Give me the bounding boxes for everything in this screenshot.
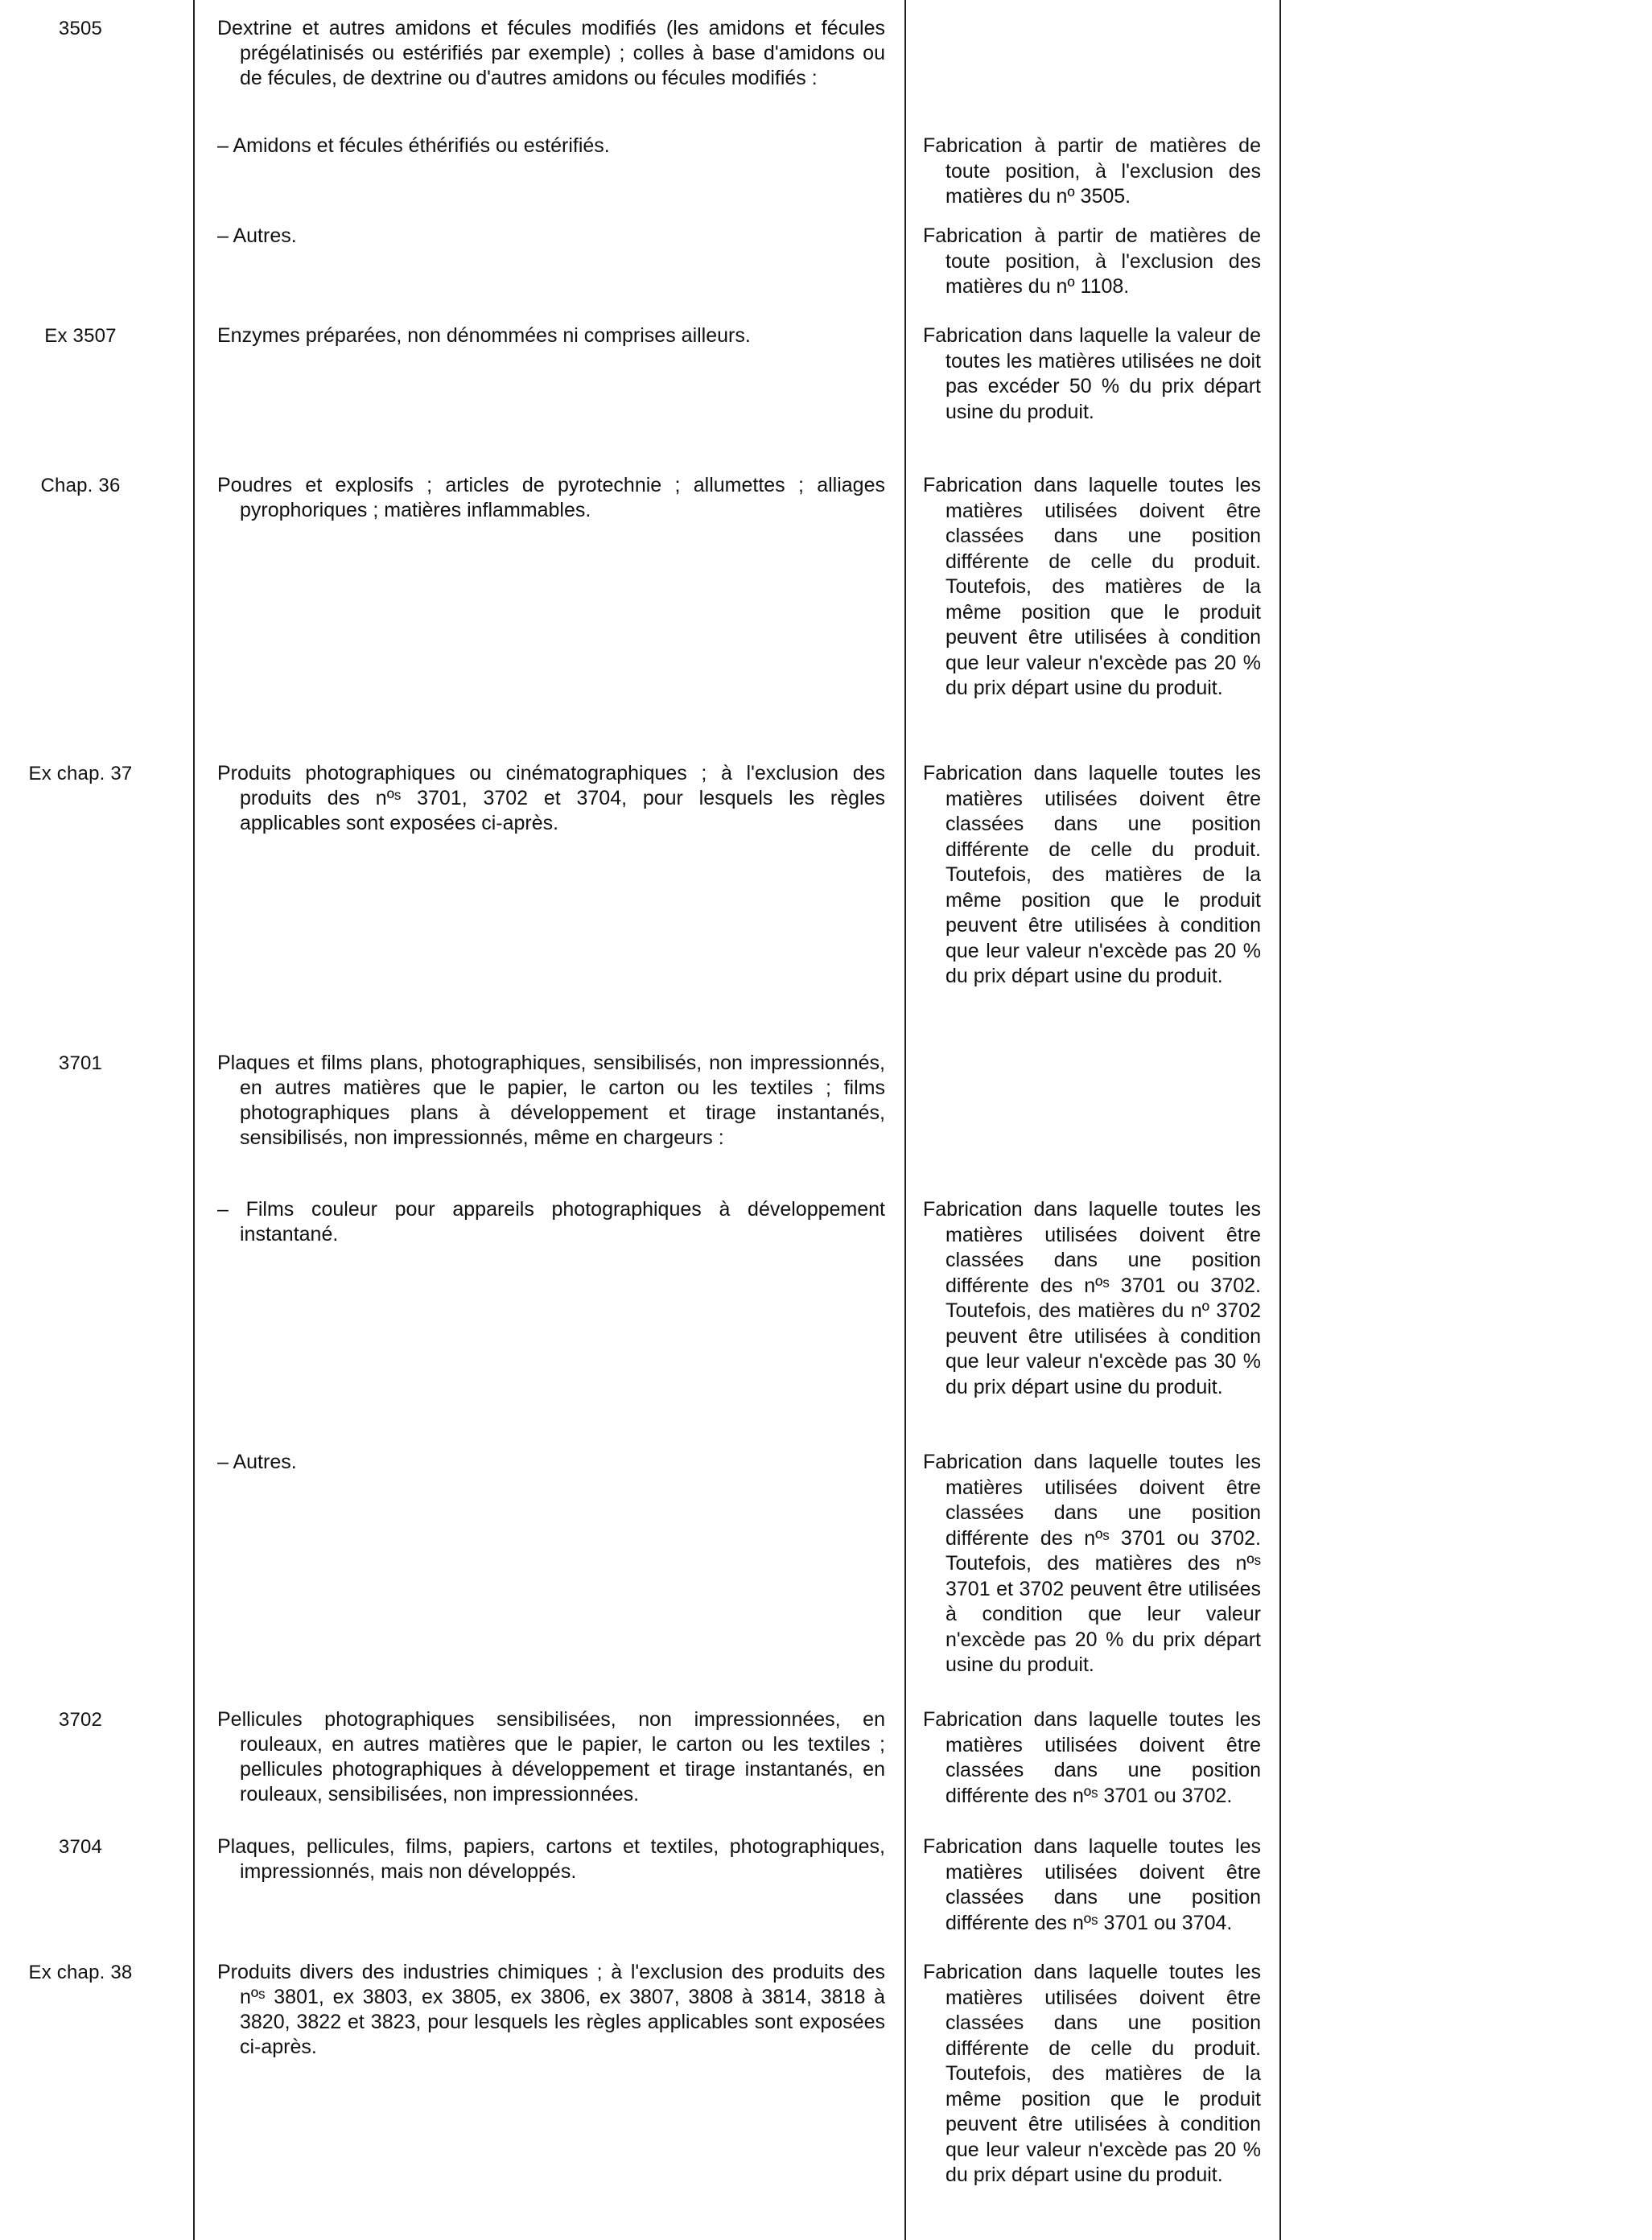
rule-text: Fabrication dans laquelle toutes les matières utilisées doivent être classées dans une position différente de celle du produit. Toutefois, des matières de la même position que le produit peuvent être utilisées à condition que leur valeur n'excède pas 20 % du prix départ usine du produit.	[923, 1961, 1261, 2186]
description-text: Plaques, pellicules, films, papiers, cartons et textiles, photographiques, impressionnés, mais non développés.	[217, 1835, 885, 1883]
description-cell	[217, 16, 885, 91]
rule-text: Fabrication dans laquelle toutes les matières utilisées doivent être classées dans une position différente des nºˢ 3701 ou 3704.	[923, 1835, 1261, 1934]
column-divider-description	[904, 0, 906, 2240]
heading-code: 3701	[58, 1052, 103, 1074]
description-text: Dextrine et autres amidons et fécules modifiés (les amidons et fécules prégélatinisés ou estérifiés par exemple) ; colles à base d'amidons ou de fécules, de dextrine ou d'autres amidons ou fécules modifiés :	[217, 17, 885, 89]
rule-text: Fabrication dans laquelle toutes les matières utilisées doivent être classées dans une position différente des nºˢ 3701 ou 3702. Toutefois, des matières des nºˢ 3701 et 3702 peuvent être utilisées à condition que leur valeur n'excède pas 20 % du prix départ usine du produit.	[923, 1451, 1261, 1676]
heading-code: Ex chap. 37	[28, 763, 133, 784]
rule-text: Fabrication dans laquelle toutes les matières utilisées doivent être classées dans une position différente de celle du produit. Toutefois, des matières de la même position que le produit peuvent être utilisées à condition que leur valeur n'excède pas 20 % du prix départ usine du produit.	[923, 474, 1261, 699]
heading-code: Chap. 36	[40, 475, 121, 496]
heading-code: 3505	[58, 18, 103, 39]
description-text: Produits photographiques ou cinématographiques ; à l'exclusion des produits des nºˢ 3701, 3702 et 3704, pour lesquels les règles applicables sont exposées ci-après.	[217, 762, 885, 834]
subitem-text: – Amidons et fécules éthérifiés ou estérifiés.	[217, 134, 610, 157]
rule-text: Fabrication dans laquelle toutes les matières utilisées doivent être classées dans une position différente de celle du produit. Toutefois, des matières de la même position que le produit peuvent être utilisées à condition que leur valeur n'excède pas 20 % du prix départ usine du produit.	[923, 762, 1261, 987]
rule-text: Fabrication à partir de matières de toute position, à l'exclusion des matières du nº 1108.	[923, 224, 1261, 298]
subitem-text: – Autres.	[217, 224, 297, 247]
column-divider-rule	[1279, 0, 1281, 2240]
heading-code: 3704	[58, 1836, 103, 1858]
subitem-text: – Films couleur pour appareils photographiques à développement instantané.	[217, 1198, 885, 1246]
description-text: Produits divers des industries chimiques ; à l'exclusion des produits des nºˢ 3801, ex 3803, ex 3805, ex 3806, ex 3807, 3808 à 3814, 3818 à 3820, 3822 et 3823, pour lesquels les règles applicables sont exposées ci-après.	[217, 1961, 885, 2058]
heading-code: Ex 3507	[44, 325, 117, 347]
column-divider-code	[193, 0, 195, 2240]
rule-text: Fabrication dans laquelle toutes les matières utilisées doivent être classées dans une position différente des nºˢ 3701 ou 3702.	[923, 1708, 1261, 1807]
rule-text: Fabrication dans laquelle toutes les matières utilisées doivent être classées dans une position différente des nºˢ 3701 ou 3702. Toutefois, des matières du nº 3702 peuvent être utilisées à condition que leur valeur n'excède pas 30 % du prix départ usine du produit.	[923, 1198, 1261, 1398]
heading-code: Ex chap. 38	[28, 1962, 133, 1983]
description-text: Pellicules photographiques sensibilisées, non impressionnées, en rouleaux, en autres matières que le papier, le carton ou les textiles ; pellicules photographiques à développement et tirage instantanés, en rouleaux, sensibilisées, non impressionnées.	[217, 1708, 885, 1806]
rule-text: Fabrication à partir de matières de toute position, à l'exclusion des matières du nº 3505.	[923, 134, 1261, 208]
description-text: Plaques et films plans, photographiques, sensibilisés, non impressionnés, en autres matières que le papier, le carton ou les textiles ; films photographiques plans à développement et tirage instantanés, sensibilisés, non impressionnés, même en chargeurs :	[217, 1052, 885, 1149]
description-text: Poudres et explosifs ; articles de pyrotechnie ; allumettes ; alliages pyrophoriques ; matières inflammables.	[217, 474, 885, 521]
rule-text: Fabrication dans laquelle la valeur de toutes les matières utilisées ne doit pas excéder 50 % du prix départ usine du produit.	[923, 324, 1261, 423]
subitem-text: – Autres.	[217, 1451, 297, 1473]
description-text: Enzymes préparées, non dénommées ni comprises ailleurs.	[217, 324, 751, 347]
heading-code: 3702	[58, 1709, 103, 1731]
